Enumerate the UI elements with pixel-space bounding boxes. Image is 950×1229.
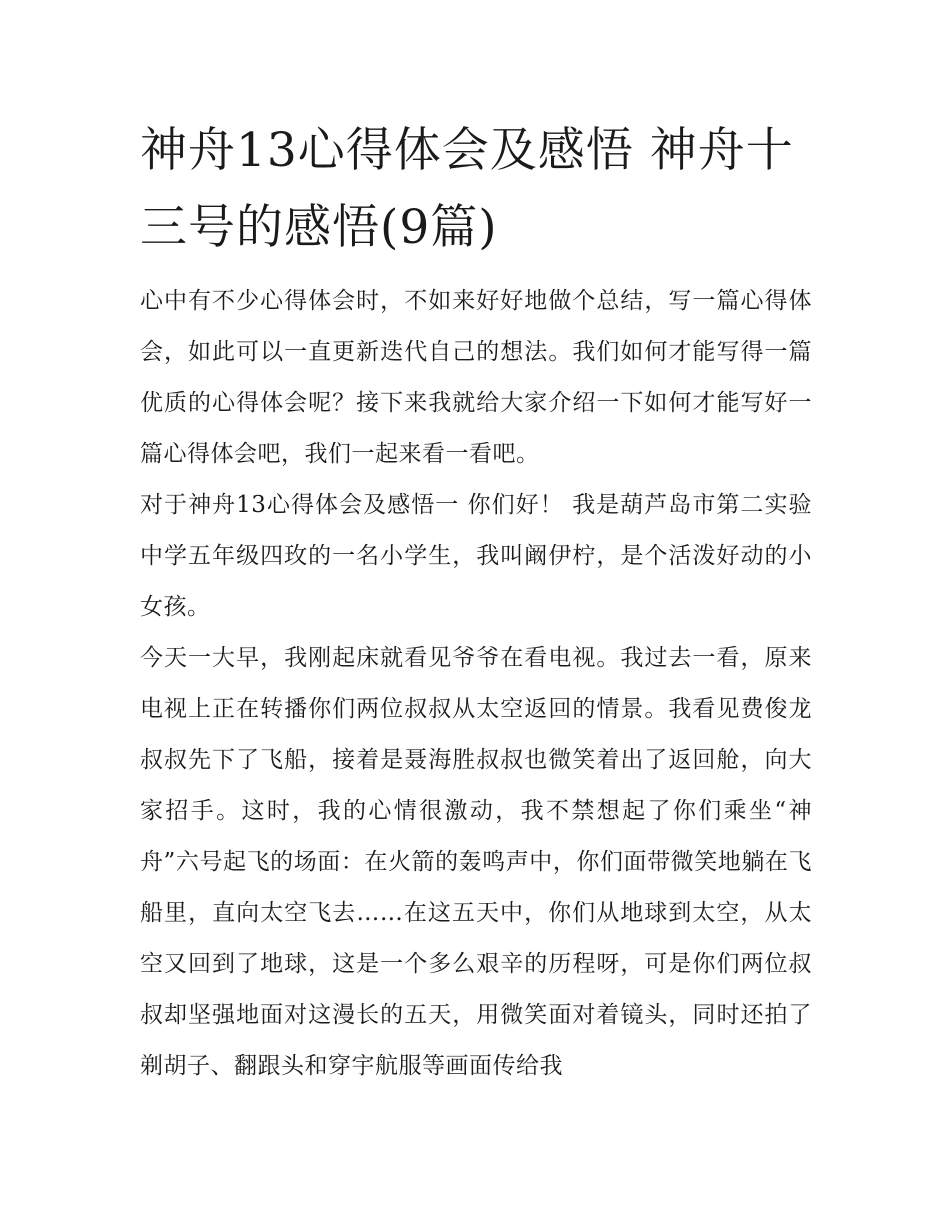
paragraph-intro: 心中有不少心得体会时，不如来好好地做个总结，写一篇心得体会，如此可以一直更新迭代自己的想法。我们如何才能写得一篇优质的心得体会呢？接下来我就给大家介绍一下如何才能写好一篇心得体会吧，我们一起来看一看吧。 <box>140 288 812 467</box>
document-title: 神舟13心得体会及感悟 神舟十三号的感悟(9篇) <box>140 123 794 255</box>
document-content <box>140 112 812 1092</box>
paragraph-letter-body: 今天一大早，我刚起床就看见爷爷在看电视。我过去一看，原来电视上正在转播你们两位叔叔从太空返回的情景。我看见费俊龙叔叔先下了飞船，接着是聂海胜叔叔也微笑着出了返回舱，向大家招手。这时，我的心情很激动，我不禁想起了你们乘坐“神舟”六号起飞的场面：在火箭的轰鸣声中，你们面带微笑地躺在飞船里，直向太空飞去……在这五天中，你们从地球到太空，从太空又回到了地球，这是一个多么艰辛的历程呀，可是你们两位叔叔却坚强地面对这漫长的五天，用微笑面对着镜头，同时还拍了剃胡子、翻跟头和穿宇航服等画面传给我 <box>140 645 812 1079</box>
paragraph-letter-greeting: 对于神舟13心得体会及感悟一 你们好！ 我是葫芦岛市第二实验中学五年级四玫的一名小学生，我叫阚伊柠，是个活泼好动的小女孩。 <box>140 492 812 620</box>
